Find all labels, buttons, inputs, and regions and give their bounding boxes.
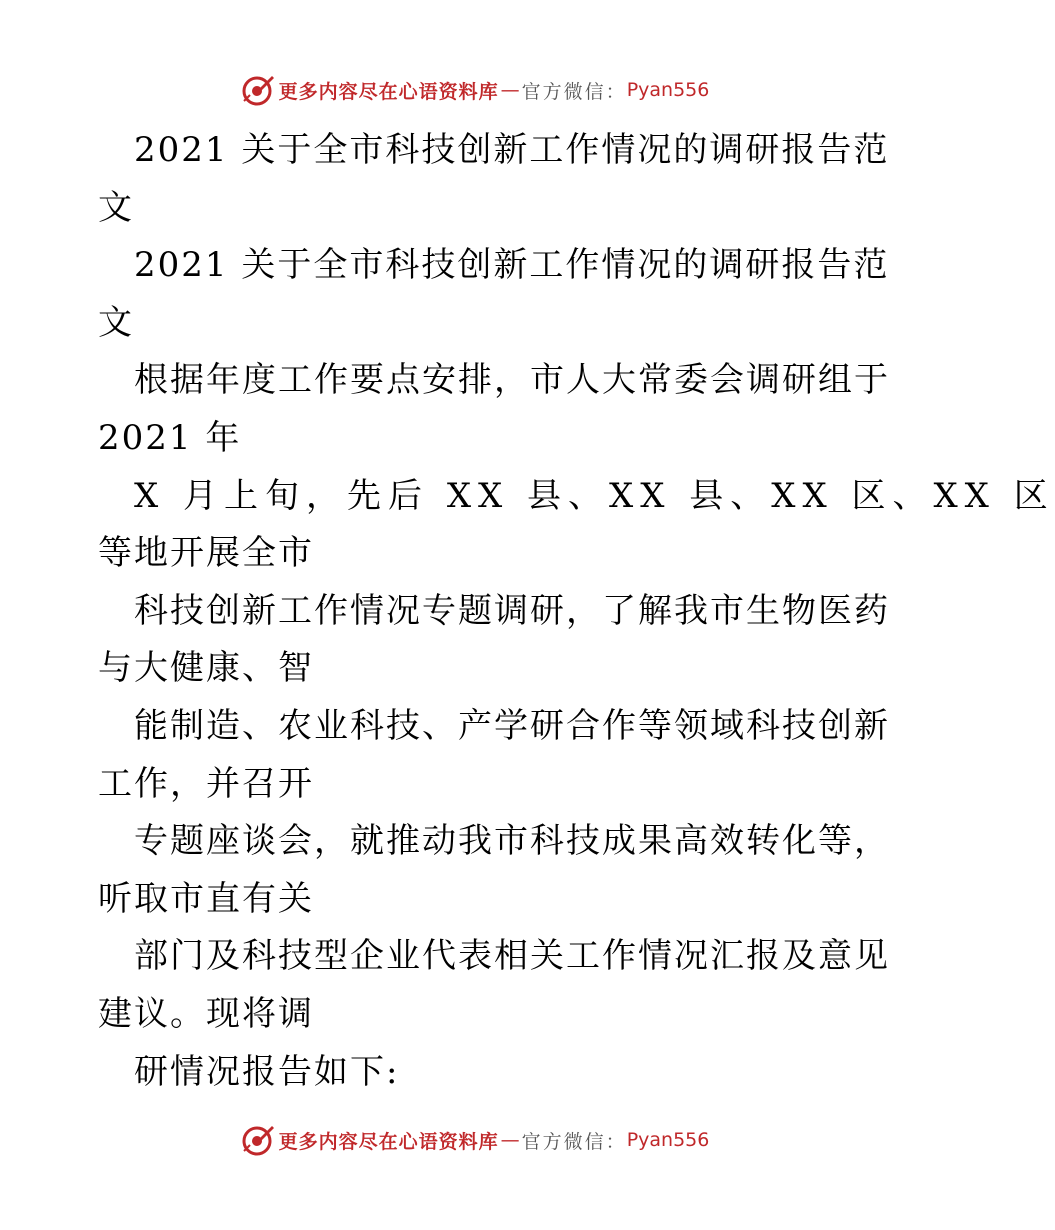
subtitle-line-end: 文 xyxy=(98,302,134,343)
paragraph-line: 2021 年 xyxy=(98,417,242,458)
title-line-end: 文 xyxy=(98,187,134,228)
paragraph-line: 部门及科技型企业代表相关工作情况汇报及意见 xyxy=(134,936,890,977)
banner-promo-text: 更多内容尽在心语资料库 xyxy=(278,1130,499,1153)
banner-wechat-label: 官方微信： xyxy=(521,1130,627,1153)
paragraph-line: 建议。现将调 xyxy=(98,993,314,1034)
subtitle-line: 2021 关于全市科技创新工作情况的调研报告范 xyxy=(134,245,890,286)
banner-wechat-id: Pyan556 xyxy=(626,79,710,101)
paragraph-line: 专题座谈会，就推动我市科技成果高效转化等， xyxy=(134,821,890,862)
footer-banner xyxy=(0,1120,950,1160)
paragraph-line: 研情况报告如下: xyxy=(134,1051,400,1092)
paragraph-line: 工作，并召开 xyxy=(98,763,314,804)
paragraph-line: 能制造、农业科技、产学研合作等领域科技创新 xyxy=(134,705,890,746)
paragraph-line: X 月上旬，先后 XX 县、XX 县、XX 区、XX 区 xyxy=(134,475,1055,516)
banner-dash: — xyxy=(500,79,520,101)
paragraph-line: 根据年度工作要点安排，市人大常委会调研组于 xyxy=(134,360,890,401)
paragraph-line: 听取市直有关 xyxy=(98,878,314,919)
quill-seal-logo-icon xyxy=(241,73,275,107)
title-line: 2021 关于全市科技创新工作情况的调研报告范 xyxy=(134,130,890,170)
quill-seal-logo-icon xyxy=(241,1123,275,1157)
header-banner xyxy=(0,70,950,110)
paragraph-line: 科技创新工作情况专题调研，了解我市生物医药 xyxy=(134,590,890,631)
paragraph-line: 与大健康、智 xyxy=(98,648,314,689)
banner-wechat-label: 官方微信： xyxy=(521,80,627,103)
banner-dash: — xyxy=(500,1129,520,1151)
paragraph-line: 等地开展全市 xyxy=(98,533,314,574)
document-body xyxy=(98,122,1055,1101)
banner-promo-text: 更多内容尽在心语资料库 xyxy=(278,80,499,103)
banner-wechat-id: Pyan556 xyxy=(626,1129,710,1151)
